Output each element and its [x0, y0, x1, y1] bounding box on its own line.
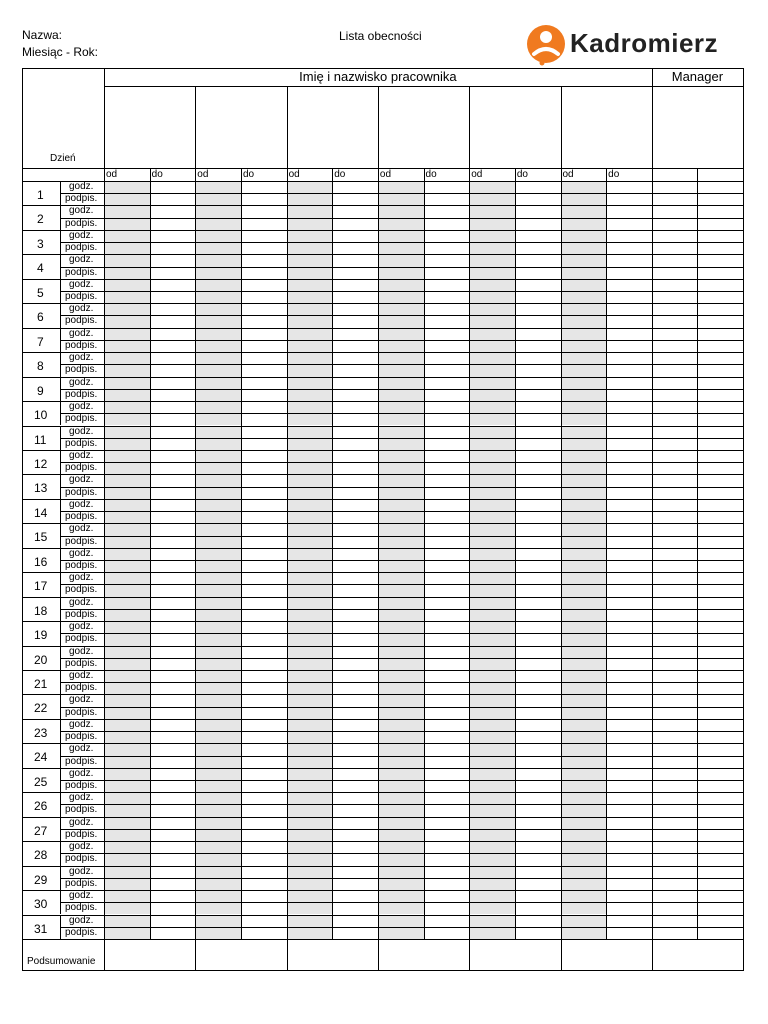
grid-line: [606, 168, 607, 939]
grid-line: [60, 743, 61, 767]
hours-label: godz.: [69, 694, 94, 706]
day-number: 3: [37, 236, 44, 251]
day-number: 20: [34, 652, 48, 667]
grid-line: [60, 719, 61, 743]
grid-line: [60, 303, 61, 327]
grid-line: [22, 401, 743, 402]
signature-label: podpis.: [65, 266, 98, 278]
signature-label: podpis.: [65, 853, 98, 865]
grid-line: [60, 817, 61, 841]
signature-label: podpis.: [65, 339, 98, 351]
time-to-label: do: [516, 169, 528, 180]
day-number: 18: [34, 603, 48, 618]
signature-label: podpis.: [65, 486, 98, 498]
signature-label: podpis.: [65, 682, 98, 694]
signature-label: podpis.: [65, 388, 98, 400]
signature-label: podpis.: [65, 804, 98, 816]
grid-line: [60, 426, 61, 450]
day-number: 10: [34, 408, 48, 423]
grid-line: [22, 254, 743, 255]
grid-line: [22, 866, 743, 867]
signature-label: podpis.: [65, 828, 98, 840]
day-number: 23: [34, 725, 48, 740]
name-label: Nazwa:: [22, 28, 63, 42]
time-to-label: do: [425, 169, 437, 180]
grid-line: [22, 181, 743, 182]
grid-line: [60, 181, 61, 205]
grid-line: [697, 168, 698, 939]
grid-line: [22, 68, 23, 970]
day-number: 9: [37, 383, 44, 398]
grid-line: [22, 743, 743, 744]
hours-label: godz.: [69, 816, 94, 828]
day-number: 26: [34, 799, 48, 814]
grid-line: [60, 340, 743, 341]
day-number: 21: [34, 677, 48, 691]
grid-line: [22, 768, 743, 769]
signature-label: podpis.: [65, 217, 98, 229]
signature-label: podpis.: [65, 437, 98, 449]
summary-label: Podsumowanie: [27, 956, 96, 967]
grid-line: [60, 670, 61, 694]
grid-line: [60, 450, 61, 474]
grid-line: [332, 168, 333, 939]
grid-line: [60, 804, 743, 805]
grid-line: [60, 254, 61, 278]
day-number: 30: [34, 897, 48, 912]
day-number: 19: [34, 628, 48, 643]
signature-label: podpis.: [65, 877, 98, 889]
hours-label: godz.: [69, 229, 94, 241]
grid-line: [60, 560, 743, 561]
grid-line: [60, 279, 61, 303]
signature-label: podpis.: [65, 926, 98, 938]
hours-label: godz.: [69, 792, 94, 804]
hours-label: godz.: [69, 376, 94, 388]
time-to-label: do: [242, 169, 255, 180]
grid-line: [60, 731, 743, 732]
day-number: 16: [34, 554, 48, 569]
grid-line: [60, 205, 61, 229]
day-number: 24: [34, 750, 48, 765]
day-number: 7: [37, 334, 44, 349]
hours-label: godz.: [69, 523, 94, 535]
grid-line: [60, 694, 61, 718]
day-number: 15: [34, 530, 48, 545]
grid-line: [60, 658, 743, 659]
grid-line: [60, 315, 743, 316]
grid-line: [60, 853, 743, 854]
hours-label: godz.: [69, 572, 94, 584]
grid-line: [22, 352, 743, 353]
hours-label: godz.: [69, 205, 94, 217]
grid-line: [22, 426, 743, 427]
grid-line: [743, 68, 744, 970]
grid-line: [60, 829, 743, 830]
grid-line: [22, 621, 743, 622]
brand-name: Kadromierz: [570, 28, 719, 58]
grid-line: [60, 536, 743, 537]
time-from-label: od: [379, 169, 392, 180]
grid-line: [150, 168, 151, 939]
grid-line: [60, 682, 743, 683]
signature-label: podpis.: [65, 608, 98, 620]
grid-line: [60, 915, 61, 939]
grid-line: [60, 768, 61, 792]
grid-line: [60, 352, 61, 376]
grid-line: [60, 438, 743, 439]
grid-line: [60, 193, 743, 194]
signature-label: podpis.: [65, 535, 98, 547]
grid-line: [515, 168, 516, 939]
grid-line: [22, 694, 743, 695]
day-number: 2: [37, 212, 44, 227]
grid-line: [60, 597, 61, 621]
grid-line: [241, 168, 242, 939]
grid-line: [60, 841, 61, 865]
grid-line: [60, 462, 743, 463]
hours-label: godz.: [69, 352, 94, 364]
day-number: 22: [34, 701, 48, 716]
grid-line: [60, 267, 743, 268]
grid-line: [60, 499, 61, 523]
signature-label: podpis.: [65, 559, 98, 571]
grid-line: [60, 646, 61, 670]
grid-line: [22, 303, 743, 304]
day-number: 6: [37, 310, 44, 325]
grid-line: [22, 939, 743, 940]
time-to-label: do: [608, 169, 620, 180]
hours-label: godz.: [69, 767, 94, 779]
signature-label: podpis.: [65, 584, 98, 596]
grid-line: [60, 523, 61, 547]
grid-line: [60, 291, 743, 292]
hours-label: godz.: [69, 914, 94, 926]
grid-line: [60, 866, 61, 890]
signature-label: podpis.: [65, 902, 98, 914]
signature-label: podpis.: [65, 657, 98, 669]
day-number: 4: [37, 261, 44, 276]
hours-label: godz.: [69, 865, 94, 877]
day-number: 1: [37, 188, 44, 202]
page-title: Lista obecności: [339, 29, 422, 43]
grid-line: [60, 572, 61, 596]
day-number: 28: [34, 848, 48, 863]
grid-line: [652, 68, 653, 970]
grid-line: [60, 242, 743, 243]
hours-label: godz.: [69, 254, 94, 266]
hours-label: godz.: [69, 596, 94, 608]
time-from-label: od: [197, 169, 209, 180]
grid-line: [60, 401, 61, 425]
hours-label: godz.: [69, 621, 94, 633]
hours-label: godz.: [69, 449, 94, 461]
time-from-label: od: [288, 169, 300, 180]
hours-label: godz.: [69, 425, 94, 437]
signature-label: podpis.: [65, 633, 98, 645]
grid-line: [22, 499, 743, 500]
hours-label: godz.: [69, 547, 94, 559]
grid-line: [22, 646, 743, 647]
grid-line: [60, 878, 743, 879]
grid-line: [60, 890, 61, 914]
grid-line: [60, 756, 743, 757]
day-number: 29: [34, 872, 48, 887]
grid-line: [22, 474, 743, 475]
day-number: 13: [34, 481, 48, 496]
grid-line: [22, 670, 743, 671]
grid-line: [60, 584, 743, 585]
signature-label: podpis.: [65, 291, 98, 303]
hours-label: godz.: [69, 718, 94, 730]
grid-line: [22, 279, 743, 280]
grid-line: [104, 68, 105, 970]
signature-label: podpis.: [65, 511, 98, 523]
grid-line: [60, 413, 743, 414]
person-gauge-icon: [524, 24, 568, 68]
signature-label: podpis.: [65, 242, 98, 254]
day-number: 14: [34, 505, 48, 520]
day-number: 17: [34, 579, 48, 594]
grid-line: [22, 328, 743, 329]
hours-label: godz.: [69, 327, 94, 339]
grid-line: [22, 970, 744, 971]
hours-label: godz.: [69, 645, 94, 657]
day-number: 8: [37, 359, 44, 374]
grid-line: [22, 377, 743, 378]
period-label: Miesiąc - Rok:: [22, 45, 99, 59]
grid-line: [60, 609, 743, 610]
grid-line: [22, 915, 743, 916]
signature-label: podpis.: [65, 193, 98, 205]
signature-label: podpis.: [65, 780, 98, 792]
grid-line: [60, 792, 61, 816]
grid-line: [22, 792, 743, 793]
signature-label: podpis.: [65, 315, 98, 327]
hours-label: godz.: [69, 498, 94, 510]
grid-line: [60, 230, 61, 254]
day-number: 12: [34, 456, 48, 471]
signature-label: podpis.: [65, 364, 98, 376]
grid-line: [60, 548, 61, 572]
grid-line: [22, 548, 743, 549]
day-number: 5: [37, 285, 44, 300]
grid-line: [60, 364, 743, 365]
grid-line: [22, 817, 743, 818]
grid-line: [22, 230, 743, 231]
hours-label: godz.: [69, 890, 94, 902]
employee-header: Imię i nazwisko pracownika: [299, 69, 457, 84]
grid-line: [60, 511, 743, 512]
hours-label: godz.: [69, 401, 94, 413]
signature-label: podpis.: [65, 413, 98, 425]
grid-line: [22, 205, 743, 206]
day-number: 27: [34, 823, 48, 838]
grid-line: [60, 927, 743, 928]
grid-line: [60, 487, 743, 488]
day-number: 25: [34, 774, 48, 789]
grid-line: [60, 377, 61, 401]
grid-line: [104, 86, 743, 87]
grid-line: [60, 707, 743, 708]
grid-line: [60, 780, 743, 781]
grid-line: [60, 621, 61, 645]
hours-label: godz.: [69, 181, 94, 192]
grid-line: [22, 890, 743, 891]
time-from-label: od: [471, 169, 483, 180]
grid-line: [60, 389, 743, 390]
signature-label: podpis.: [65, 706, 98, 718]
grid-line: [22, 572, 743, 573]
hours-label: godz.: [69, 303, 94, 315]
grid-line: [22, 450, 743, 451]
day-number: 11: [34, 432, 47, 447]
grid-line: [60, 633, 743, 634]
day-column-label: Dzień: [50, 153, 76, 164]
hours-label: godz.: [69, 474, 94, 486]
grid-line: [60, 218, 743, 219]
time-to-label: do: [334, 169, 346, 180]
grid-line: [60, 902, 743, 903]
grid-line: [22, 523, 743, 524]
signature-label: podpis.: [65, 755, 98, 767]
manager-header: Manager: [671, 69, 724, 84]
hours-label: godz.: [69, 670, 94, 681]
time-from-label: od: [106, 169, 118, 180]
hours-label: godz.: [69, 841, 94, 853]
hours-label: godz.: [69, 278, 94, 290]
company-logo: [524, 24, 750, 68]
grid-line: [424, 168, 425, 939]
signature-label: podpis.: [65, 731, 98, 743]
grid-line: [22, 841, 743, 842]
day-number: 31: [34, 921, 48, 936]
time-from-label: od: [562, 169, 574, 180]
signature-label: podpis.: [65, 462, 98, 474]
hours-label: godz.: [69, 743, 94, 755]
grid-line: [60, 328, 61, 352]
grid-line: [22, 719, 743, 720]
grid-line: [60, 474, 61, 498]
time-to-label: do: [151, 169, 163, 180]
grid-line: [22, 597, 743, 598]
